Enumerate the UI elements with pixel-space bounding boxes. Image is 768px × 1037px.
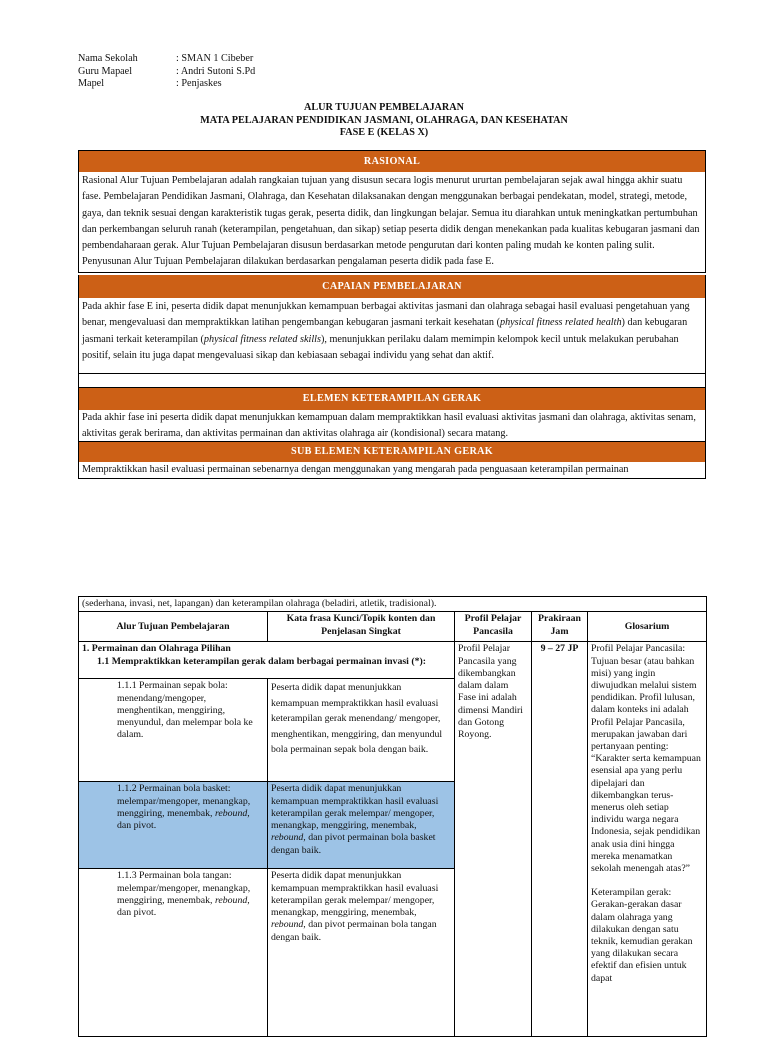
capaian-text-a: Pada akhir fase E ini, peserta didik dapat menunjukkan kemampuan berbagai aktivitas jasmani dan olahraga sebagai hasil evaluasi pengetahuan yang benar, mengevaluasi dan mempraktikkan latihan pengembangan kebugaran jasmani terkait kesehatan (: [82, 301, 690, 329]
capaian-text-c: ), menunjukkan perilaku dalam memimpin kelompok kecil untuk melakukan perubahan positif, selain itu juga dapat mengevaluasi sikap dan kebiasaan sebagai individu yang sehat dan aktif.: [82, 333, 679, 361]
kata-row-2-text-b: , dan pivot permainan bola basket dengan baik.: [271, 832, 436, 856]
header-glosarium: Glosarium: [588, 612, 707, 642]
kata-row-2-text-a: Peserta didik dapat menunjukkan kemampuan mempraktikkan hasil evaluasi keterampilan gerak melempar/ mengoper, menangkap, menggiring, menembak,: [271, 783, 439, 832]
subject-label: Mapel: [78, 78, 105, 89]
glosarium-cell: [588, 642, 707, 1037]
kata-row-3-text-b: , dan pivot permainan bola tangan dengan baik.: [271, 919, 437, 943]
atp-row-3: [79, 869, 268, 1037]
capaian-italic-a: physical fitness related health: [499, 317, 622, 329]
atp-table: [78, 596, 707, 1037]
atp-row-2-text-a: Permainan bola basket: melempar/mengoper, menangkap, menggiring, menembak,: [117, 783, 251, 819]
school-label: Nama Sekolah: [78, 53, 138, 64]
atp-row-2: [79, 782, 268, 869]
kata-row-3: [268, 869, 455, 1037]
title-line-2: MATA PELAJARAN PENDIDIKAN JASMANI, OLAHRAGA, DAN KESEHATAN: [200, 114, 568, 126]
capaian-heading: CAPAIAN PEMBELAJARAN: [78, 275, 706, 298]
jam-cell: 9 – 27 JP: [532, 642, 588, 1037]
rasional-text: Rasional Alur Tujuan Pembelajaran adalah rangkaian tujuan yang disusun secara logis menurut ururtan pembelajaran sejak awal hingga akhir suatu fase. Pembelajaran Pendidikan Jasmani, Olahraga, dan Kesehatan dilaksanakan dengan menggunakan berbagai pendekatan, model, strategi, metode, gaya, dan teknik sesuai dengan karakteristik tugas gerak, peserta didik, dan lingkungan belajar. Semua itu diarahkan untuk meningkatkan pertumbuhan dan perkembangan seluruh ranah (keterampilan, pengetahuan, dan sikap) setiap peserta didik dengan menekankan pada kualitas kebugaran jasmani dan pembendaharaan gerak. Alur Tujuan Pembelajaran disusun berdasarkan metode pengurutan dari konten paling mudah ke konten paling sulit. Penyusunan Alur Tujuan Pembelajaran dilakukan berdasarkan pengalaman peserta didik pada fase E.: [78, 172, 706, 273]
subject-value: : Penjaskes: [176, 78, 222, 89]
spacer-row: [78, 374, 706, 388]
header-profil: Profil Pelajar Pancasila: [455, 612, 532, 642]
elemen-text: Pada akhir fase ini peserta didik dapat menunjukkan kemampuan dalam mempraktikkan hasil evaluasi aktivitas jasmani dan olahraga, aktivitas senam, aktivitas gerak berirama, dan aktivitas permainan dan aktivitas olahraga air (kondisional) secara matang.: [78, 410, 706, 442]
atp-row-3-italic: rebound: [214, 894, 248, 906]
kata-row-3-italic: rebound: [271, 919, 304, 931]
glosarium-keterampilan: Keterampilan gerak: Gerakan-gerakan dasar dalam olahraga yang dilakukan dengan satu teknik, kemudian gerakan yang dilakukan secara efektif dan efisien untuk dapat: [591, 887, 693, 984]
capaian-text: [78, 298, 706, 374]
title-line-1: ALUR TUJUAN PEMBELAJARAN: [304, 102, 464, 113]
capaian-text-b: ) dan kebugaran jasmani terkait keterampilan (: [82, 317, 688, 345]
school-value: : SMAN 1 Cibeber: [176, 53, 254, 64]
atp-row-3-text-b: , dan pivot.: [117, 894, 250, 919]
atp-row-1-num: 1.1.1: [117, 680, 137, 692]
kata-row-3-text-a: Peserta didik dapat menunjukkan kemampuan mempraktikkan hasil evaluasi keterampilan gerak melempar/ mengoper, menangkap, menggiring, menembak,: [271, 870, 439, 919]
elemen-heading: ELEMEN KETERAMPILAN GERAK: [78, 388, 706, 410]
title-line-3: FASE E (KELAS X): [339, 127, 429, 138]
glosarium-profil: Profil Pelajar Pancasila: Tujuan besar (atau bahkan misi) yang ingin diwujudkan melalui sistem pendidikan. Profil lulusan, dalam konteks ini adalah Profil Pelajar Pancasila, merupakan jawaban dari pertanyaan penting: “Karakter serta kemampuan esensial apa yang perlu dipelajari dan dikembangkan terus-menerus oleh setiap individu warga negara Indonesia, sejak pendidikan anak usia dini hingga mereka menamatkan sekolah menengah atas?”: [591, 643, 701, 874]
header-jam: Prakiraan Jam: [532, 612, 588, 642]
atp-row-3-text-a: Permainan bola tangan: melempar/mengoper, menangkap, menggiring, menembak,: [117, 870, 251, 906]
atp-row-1: [79, 679, 268, 782]
continuation-row: (sederhana, invasi, net, lapangan) dan keterampilan olahraga (beladiri, atletik, tradisional).: [79, 597, 707, 612]
kata-row-2-italic: rebound: [271, 832, 304, 844]
header-kata-frasa: Kata frasa Kunci/Topik konten dan Penjelasan Singkat: [268, 612, 455, 642]
atp-row-1-text: Permainan sepak bola: menendang/mengoper, menghentikan, menggiring, menyundul, dan melempar bola ke dalam.: [117, 680, 253, 741]
kata-row-1: Peserta didik dapat menunjukkan kemampuan mempraktikkan hasil evaluasi keterampilan gerak menendang/ mengoper, menghentikan, menggiring, dan menyundul bola permainan sepak bola dengan baik.: [268, 679, 455, 782]
subsection-1-1: 1.1 Mempraktikkan keterampilan gerak dalam berbagai permainan invasi (*):: [97, 655, 427, 667]
section-1-cell: [79, 642, 455, 679]
header-atp: Alur Tujuan Pembelajaran: [79, 612, 268, 642]
teacher-label: Guru Mapael: [78, 65, 133, 77]
subject-row: [78, 78, 222, 91]
teacher-value: : Andri Sutoni S.Pd: [176, 65, 256, 77]
atp-row-2-text-b: , dan pivot.: [117, 807, 250, 832]
atp-row-2-num: 1.1.2: [117, 783, 137, 795]
teacher-row: [78, 66, 255, 79]
school-row: [78, 53, 253, 66]
rasional-heading: RASIONAL: [78, 150, 706, 172]
atp-row-3-num: 1.1.3: [117, 870, 137, 882]
atp-row-2-italic: rebound: [214, 807, 248, 819]
profil-cell: Profil Pelajar Pancasila yang dikembangkan dalam dalam Fase ini adalah dimensi Mandiri dan Gotong Royong.: [455, 642, 532, 1037]
kata-row-2: [268, 782, 455, 869]
sub-elemen-text: Mempraktikkan hasil evaluasi permainan sebenarnya dengan menggunakan yang mengarah pada penguasaan keterampilan permainan: [78, 462, 706, 479]
section-1-title: 1. Permainan dan Olahraga Pilihan: [82, 643, 231, 655]
capaian-italic-b: physical fitness related skills: [203, 333, 321, 345]
sub-elemen-heading: SUB ELEMEN KETERAMPILAN GERAK: [78, 442, 706, 462]
